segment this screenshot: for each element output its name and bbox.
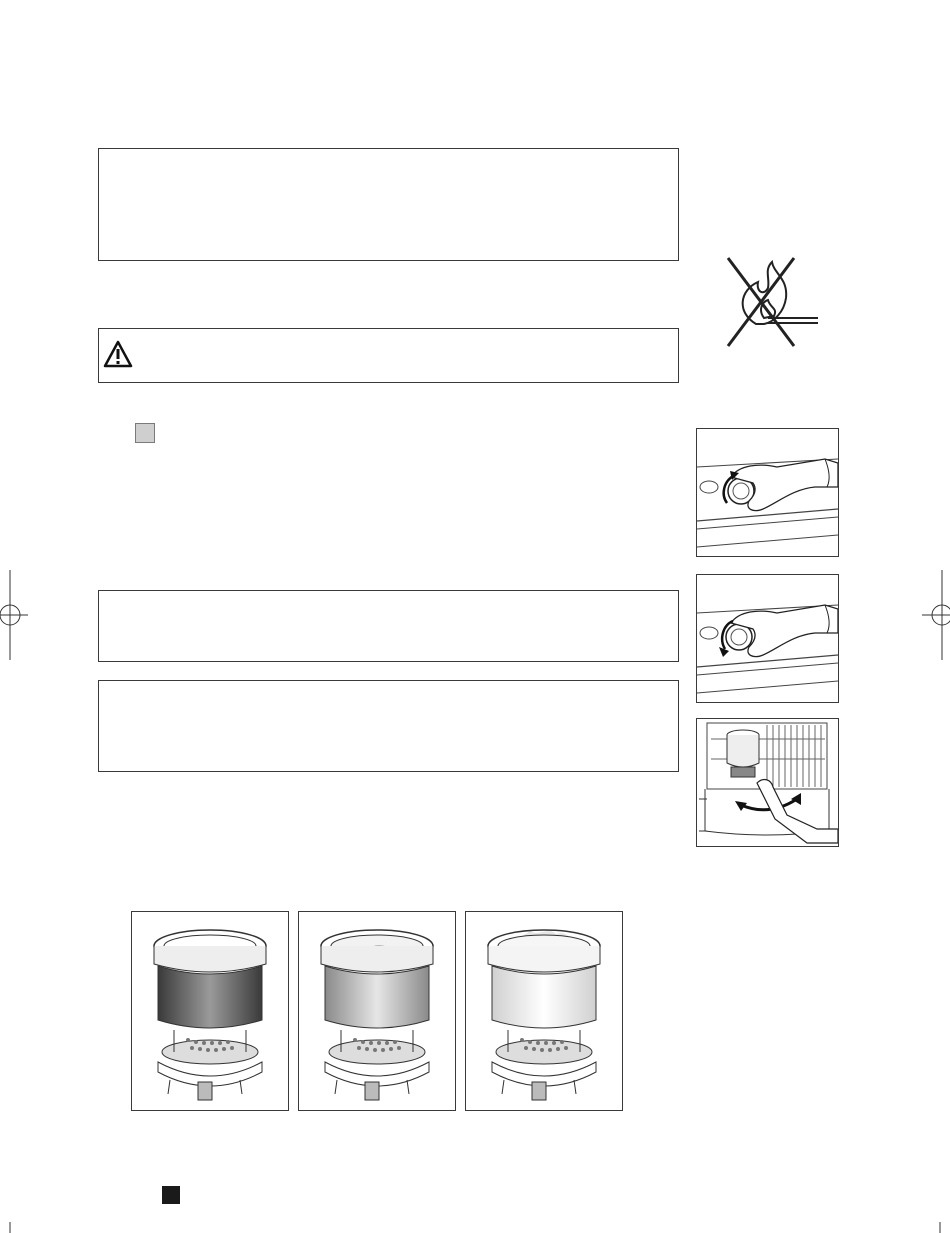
black-square-marker bbox=[162, 1186, 180, 1204]
notice-box-3 bbox=[98, 680, 679, 772]
burner-dark-figure bbox=[131, 911, 289, 1111]
burner-bright-figure bbox=[465, 911, 623, 1111]
notice-box-1 bbox=[98, 148, 679, 261]
warning-box bbox=[98, 328, 679, 383]
warning-triangle-icon bbox=[103, 340, 133, 368]
gray-square-marker bbox=[135, 423, 155, 443]
knob-turn-clockwise-figure bbox=[696, 428, 839, 557]
burner-medium-figure bbox=[298, 911, 456, 1111]
lever-slide-figure bbox=[696, 718, 839, 847]
knob-turn-counterclockwise-figure bbox=[696, 574, 839, 703]
registration-mark-left bbox=[0, 570, 30, 660]
crop-mark-bottom-left bbox=[0, 1222, 14, 1233]
no-flame-icon bbox=[718, 252, 824, 352]
notice-box-2 bbox=[98, 590, 679, 662]
crop-mark-bottom-right bbox=[936, 1222, 950, 1233]
registration-mark-right bbox=[920, 570, 950, 660]
